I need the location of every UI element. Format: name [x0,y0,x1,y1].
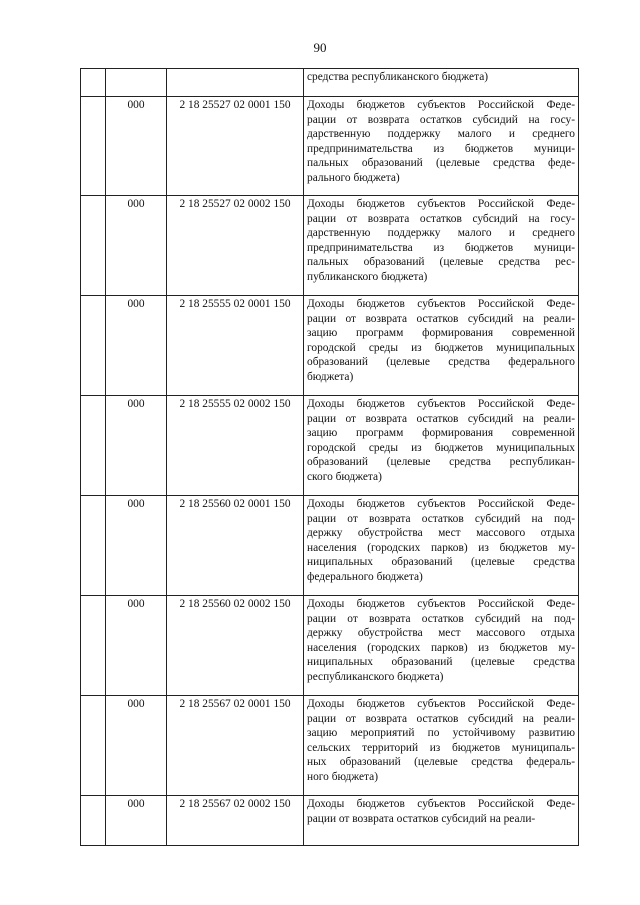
revenue-name-line: населения (городских парков) из бюджетов му- [307,641,575,654]
budget-classification-code-cell: 2 18 25567 02 0002 150 [167,796,304,846]
revenue-name-line: Доходы бюджетов субъектов Российской Феде- [307,798,575,810]
revenue-name-line: городской среды из бюджетов муниципальных [307,441,575,454]
table-row [81,396,579,496]
revenue-name-line: зацию мероприятий по устойчивому развитию [307,727,575,740]
revenue-name-cell [304,496,579,596]
empty-cell [81,696,106,796]
revenue-name-line: держку обустройства мест массового отдыха [307,627,575,640]
revenue-name-cell [304,296,579,396]
page-number: 90 [313,40,327,55]
admin-code-cell: 000 [106,796,167,846]
admin-code-cell: 000 [106,396,167,496]
budget-classification-code-cell: 2 18 25567 02 0001 150 [167,696,304,796]
empty-cell [81,97,106,196]
revenue-name-line: ниципальных образований (целевые средства [307,656,575,669]
admin-code-cell: 000 [106,596,167,696]
revenue-name-line: рации от возврата остатков субсидий на реали- [307,712,575,725]
revenue-name-line: средства республиканского бюджета) [307,71,489,83]
revenue-name-cell [304,396,579,496]
budget-classification-code-cell: 2 18 25560 02 0002 150 [167,596,304,696]
admin-code-cell [106,69,167,97]
empty-cell [81,69,106,97]
revenue-name-line: Доходы бюджетов субъектов Российской Феде- [307,198,575,210]
revenue-name-line: ниципальных образований (целевые средства [307,556,575,569]
revenue-name-cell [304,69,579,97]
empty-cell [81,496,106,596]
revenue-name-cell [304,796,579,846]
revenue-name-line: публиканского бюджета) [307,270,428,283]
revenue-name-line: образований (целевые средства федерального [307,356,575,369]
empty-cell [81,396,106,496]
revenue-name-line: рации от возврата остатков субсидий на реали- [307,412,575,425]
revenue-name-line: пальных образований (целевые средства рес- [307,256,575,269]
revenue-name-line: рации от возврата остатков субсидий на под- [307,612,575,625]
admin-code-cell: 000 [106,97,167,196]
budget-classification-code-cell: 2 18 25560 02 0001 150 [167,496,304,596]
revenue-name-cell [304,696,579,796]
table-row [81,596,579,696]
revenue-name-cell [304,596,579,696]
revenue-name-line: рации от возврата остатков субсидий на госу- [307,113,575,126]
revenue-name-line: рации от возврата остатков субсидий на под- [307,512,575,525]
revenue-name-line: образований (целевые средства республикан- [307,456,575,469]
budget-classification-code-cell: 2 18 25527 02 0002 150 [167,196,304,296]
table-row [81,796,579,846]
revenue-name-line: ных образований (целевые средства федераль- [307,756,575,769]
empty-cell [81,296,106,396]
admin-code-cell: 000 [106,496,167,596]
revenue-name-line: республиканского бюджета) [307,670,444,683]
empty-cell [81,796,106,846]
revenue-name-line: предпринимательства из бюджетов муници- [307,241,575,254]
revenue-name-line: ного бюджета) [307,770,378,783]
revenue-name-line: ского бюджета) [307,470,382,483]
table-row [81,696,579,796]
budget-classification-code-cell: 2 18 25555 02 0001 150 [167,296,304,396]
table-row [81,69,579,97]
revenue-name-line: держку обустройства мест массового отдыха [307,527,575,540]
budget-revenue-table [80,68,579,846]
admin-code-cell: 000 [106,696,167,796]
revenue-name-line: Доходы бюджетов субъектов Российской Феде- [307,99,575,111]
revenue-name-line: Доходы бюджетов субъектов Российской Феде- [307,298,575,310]
revenue-name-line: Доходы бюджетов субъектов Российской Феде- [307,698,575,710]
revenue-name-line: дарственную поддержку малого и среднего [307,227,575,240]
revenue-name-line: рации от возврата остатков субсидий на реали- [307,312,575,325]
table-row [81,296,579,396]
empty-cell [81,196,106,296]
table-row [81,97,579,196]
budget-classification-code-cell: 2 18 25555 02 0002 150 [167,396,304,496]
empty-cell [81,596,106,696]
table-row [81,196,579,296]
revenue-name-line: дарственную поддержку малого и среднего [307,128,575,141]
revenue-name-line: городской среды из бюджетов муниципальных [307,341,575,354]
revenue-name-line: населения (городских парков) из бюджетов му- [307,541,575,554]
revenue-name-line: Доходы бюджетов субъектов Российской Феде- [307,398,575,410]
table-row [81,496,579,596]
revenue-name-line: бюджета) [307,370,354,383]
budget-classification-code-cell [167,69,304,97]
revenue-name-line: пальных образований (целевые средства феде- [307,157,575,170]
revenue-name-line: рации от возврата остатков субсидий на реали- [307,812,536,825]
revenue-name-line: федерального бюджета) [307,570,423,583]
revenue-name-cell [304,97,579,196]
admin-code-cell: 000 [106,196,167,296]
admin-code-cell: 000 [106,296,167,396]
revenue-name-line: Доходы бюджетов субъектов Российской Феде- [307,598,575,610]
revenue-name-line: Доходы бюджетов субъектов Российской Феде- [307,498,575,510]
revenue-name-line: сельских территорий из бюджетов муниципаль- [307,741,575,754]
revenue-name-cell [304,196,579,296]
revenue-name-line: предпринимательства из бюджетов муници- [307,142,575,155]
revenue-name-line: зацию программ формирования современной [307,327,575,340]
table-body [81,69,579,846]
revenue-name-line: рации от возврата остатков субсидий на госу- [307,212,575,225]
revenue-name-line: рального бюджета) [307,171,400,184]
budget-classification-code-cell: 2 18 25527 02 0001 150 [167,97,304,196]
revenue-name-line: зацию программ формирования современной [307,427,575,440]
